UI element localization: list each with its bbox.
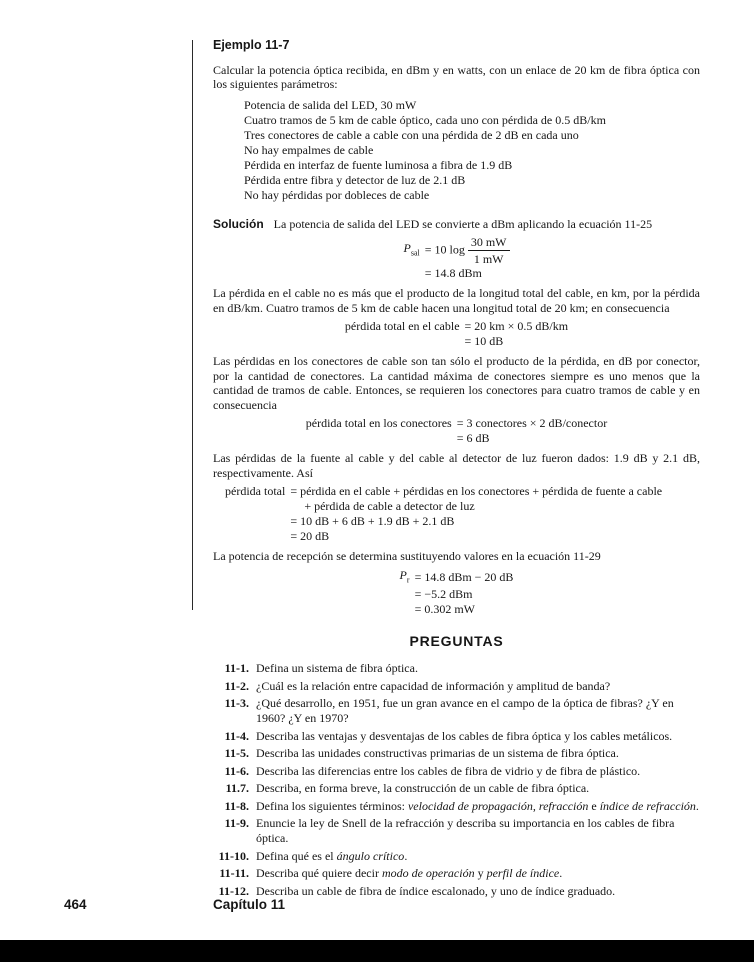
equation-lhs: $P_{sal}$ (403, 240, 420, 258)
question-text: Describa las diferencias entre los cables de fibra de vidrio y de fibra de plástico. (256, 763, 641, 778)
equation-received-power (213, 568, 700, 617)
question-text: ¿Cuál es la relación entre capacidad de información y amplitud de banda? (256, 678, 611, 693)
equation-led-power (213, 235, 700, 281)
equation-rhs: = 10 log $\frac{30 mW}{1 mW}$ (425, 235, 510, 266)
equation-line: + pérdida de cable a detector de luz (304, 499, 475, 513)
parameter-list (244, 98, 700, 203)
question-text: Describa las ventajas y desventajas de los cables de fibra óptica y los cables metálicos. (256, 728, 673, 743)
question-text: ¿Qué desarrollo, en 1951, fue un gran avance en el campo de la óptica de fibras? ¿Y en 1960? ¿Y en 1970? (256, 696, 674, 726)
equation-total-loss (225, 484, 700, 544)
question-text: Describa las unidades constructivas primarias de un sistema de fibra óptica. (256, 746, 619, 761)
question-item (213, 746, 700, 761)
question-item (213, 764, 700, 779)
solution-label: Solución (213, 216, 264, 231)
equation-connector-loss (213, 416, 700, 446)
parameter-item: Cuatro tramos de 5 km de cable óptico, cada uno con pérdida de 0.5 dB/km (244, 112, 606, 127)
page-content (213, 38, 700, 901)
question-item (213, 849, 700, 864)
paragraph-cable-loss: La pérdida en el cable no es más que el producto de la longitud total del cable, en km, por la pérdida en dB/km. Cuatro tramos de 5 km de cable hacen una longitud total de 20 km; en consecuencia (213, 286, 700, 315)
question-number: 11-5. (224, 746, 249, 761)
question-number: 11-8. (224, 798, 249, 813)
parameter-item: Potencia de salida del LED, 30 mW (244, 97, 417, 112)
question-text: Describa un cable de fibra de índice escalonado, y uno de índice graduado. (256, 883, 616, 898)
solution-paragraph (213, 217, 700, 232)
parameter-item: Pérdida entre fibra y detector de luz de 2.1 dB (244, 172, 466, 187)
equation-result: = 0.302 mW (414, 601, 475, 616)
question-number: 11-4. (224, 728, 249, 743)
equation-lhs: pérdida total en los conectores (305, 416, 452, 430)
question-number: 11-1. (224, 661, 249, 676)
question-number: 11-11. (219, 866, 249, 881)
scan-bottom-bar (0, 940, 754, 962)
equation-rhs: = 20 km × 0.5 dB/km (464, 319, 569, 333)
question-item (213, 696, 700, 726)
equation-cable-loss (213, 319, 700, 349)
equation-rhs: = 14.8 dBm − 20 dB (414, 569, 514, 584)
equation-lhs: pérdida total (225, 484, 286, 498)
question-number: 11-2. (224, 678, 249, 693)
question-item (213, 884, 700, 899)
question-text: Describa qué quiere decir modo de operación y perfil de índice. (256, 866, 563, 881)
page-number: 464 (64, 897, 87, 912)
equation-lhs: $P_r$ (399, 567, 410, 584)
question-text: Defina qué es el ángulo crítico. (256, 848, 408, 863)
chapter-footer: Capítulo 11 (213, 897, 286, 912)
equation-line: = 10 dB + 6 dB + 1.9 dB + 2.1 dB (290, 514, 455, 528)
question-number: 11-6. (224, 763, 249, 778)
question-number: 11-10. (218, 848, 249, 863)
question-item (213, 866, 700, 881)
parameter-item: No hay empalmes de cable (244, 142, 374, 157)
equation-result: = 6 dB (456, 431, 490, 445)
question-number: 11-9. (224, 816, 249, 831)
question-item (213, 661, 700, 676)
questions-list (213, 661, 700, 899)
equation-result: = −5.2 dBm (414, 586, 473, 601)
example-intro: Calcular la potencia óptica recibida, en dBm y en watts, con un enlace de 20 km de fibra óptica con los siguientes parámetros: (213, 62, 700, 91)
question-text: Defina los siguientes términos: velocidad de propagación, refracción e índice de refracción. (256, 798, 699, 813)
paragraph-source-loss: Las pérdidas de la fuente al cable y del cable al detector de luz fueron dados: 1.9 dB y 2.1 dB, respectivamente. Así (213, 451, 700, 480)
example-title: Ejemplo 11-7 (213, 38, 290, 52)
equation-lhs: pérdida total en el cable (344, 319, 460, 333)
equation-rhs: = 3 conectores × 2 dB/conector (456, 416, 608, 430)
parameter-item: Pérdida en interfaz de fuente luminosa a fibra de 1.9 dB (244, 157, 513, 172)
question-number: 11.7. (225, 781, 249, 796)
solution-intro: La potencia de salida del LED se convierte a dBm aplicando la ecuación 11-25 (273, 216, 653, 231)
equation-line: = pérdida en el cable + pérdidas en los conectores + pérdida de fuente a cable (290, 484, 663, 498)
question-text: Describa, en forma breve, la construcción de un cable de fibra óptica. (256, 781, 590, 796)
question-text: Defina un sistema de fibra óptica. (256, 661, 418, 676)
parameter-item: No hay pérdidas por dobleces de cable (244, 187, 430, 202)
questions-heading: PREGUNTAS (409, 632, 504, 649)
question-item (213, 729, 700, 744)
question-item (213, 781, 700, 796)
fraction: $\frac{30 mW}{1 mW}$ (468, 235, 510, 266)
paragraph-reception: La potencia de recepción se determina sustituyendo valores en la ecuación 11-29 (213, 549, 601, 563)
question-number: 11-12. (218, 883, 249, 898)
question-number: 11-3. (224, 696, 249, 711)
equation-result: = 10 dB (464, 334, 504, 348)
question-text: Enuncie la ley de Snell de la refracción y describa su importancia en los cables de fibra óptica. (256, 816, 675, 846)
equation-result: = 20 dB (290, 529, 330, 543)
question-item (213, 816, 700, 846)
parameter-item: Tres conectores de cable a cable con una pérdida de 2 dB en cada uno (244, 127, 579, 142)
example-left-rule (192, 40, 193, 610)
equation-result: = 14.8 dBm (424, 266, 482, 280)
question-item (213, 799, 700, 814)
question-item (213, 679, 700, 694)
paragraph-connector-loss: Las pérdidas en los conectores de cable son tan sólo el producto de la pérdida, en dB por conector, por la cantidad de conectores. La cantidad máxima de conectores siempre es uno menos que la cantidad de tramos de cable. Entonces, se requieren los conectores para cuatro tramos de cable y en consecuencia (213, 354, 700, 412)
